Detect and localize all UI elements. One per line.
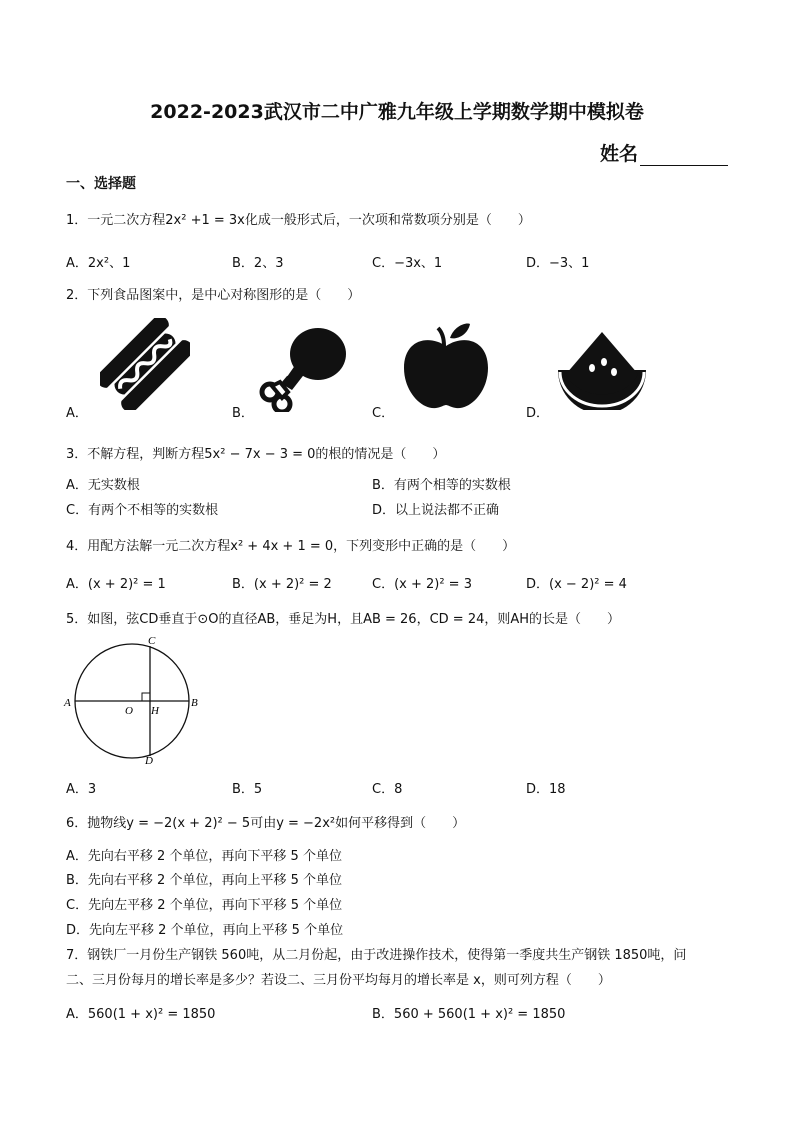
q7-stem-line1: 7．钢铁厂一月份生产钢铁 560吨，从二月份起，由于改进操作技术，使得第一季度共生产钢铁 1850吨，问 — [66, 948, 687, 963]
name-label: 姓名 — [600, 143, 639, 165]
q5-stem: 5．如图，弦CD垂直于⊙O的直径AB，垂足为H，且AB = 26，CD = 24，则AH的长是（ ） — [66, 612, 621, 627]
q2-option-a[interactable]: A． — [66, 406, 88, 421]
circle-diagram — [62, 632, 202, 768]
point-o-label: O — [125, 705, 133, 717]
point-a-label: A — [64, 697, 71, 709]
q6-option-a[interactable]: A．先向右平移 2 个单位，再向下平移 5 个单位 — [66, 849, 342, 864]
q2-option-c[interactable]: C． — [372, 406, 395, 421]
q4-option-b[interactable]: B．(x + 2)² = 2 — [232, 577, 332, 592]
q2-stem: 2．下列食品图案中，是中心对称图形的是（ ） — [66, 288, 361, 303]
apple-icon — [398, 320, 494, 412]
name-blank[interactable] — [640, 147, 728, 166]
point-h-label: H — [151, 705, 159, 717]
q3-option-a[interactable]: A．无实数根 — [66, 478, 140, 493]
q1-option-a[interactable]: A．2x²、1 — [66, 256, 131, 271]
q3-option-c[interactable]: C．有两个不相等的实数根 — [66, 503, 219, 518]
q1-option-b[interactable]: B．2、3 — [232, 256, 284, 271]
q3-option-b[interactable]: B．有两个相等的实数根 — [372, 478, 511, 493]
q4-option-c[interactable]: C．(x + 2)² = 3 — [372, 577, 472, 592]
q6-option-c[interactable]: C．先向左平移 2 个单位，再向下平移 5 个单位 — [66, 898, 343, 913]
q4-option-a[interactable]: A．(x + 2)² = 1 — [66, 577, 166, 592]
page-title: 2022-2023武汉市二中广雅九年级上学期数学期中模拟卷 — [150, 101, 644, 123]
name-field — [600, 139, 728, 166]
q3-option-d[interactable]: D．以上说法都不正确 — [372, 503, 500, 518]
q4-option-d[interactable]: D．(x − 2)² = 4 — [526, 577, 627, 592]
q5-option-c[interactable]: C．8 — [372, 782, 403, 797]
q3-stem: 3．不解方程，判断方程5x² − 7x − 3 = 0的根的情况是（ ） — [66, 447, 446, 462]
q7-option-b[interactable]: B．560 + 560(1 + x)² = 1850 — [372, 1007, 566, 1022]
q4-stem: 4．用配方法解一元二次方程x² + 4x + 1 = 0，下列变形中正确的是（ ） — [66, 539, 516, 554]
q7-option-a[interactable]: A．560(1 + x)² = 1850 — [66, 1007, 216, 1022]
q1-option-d[interactable]: D．−3、1 — [526, 256, 590, 271]
q1-stem: 1．一元二次方程2x² +1 = 3x化成一般形式后，一次项和常数项分别是（ ） — [66, 213, 531, 228]
q5-option-b[interactable]: B．5 — [232, 782, 263, 797]
point-b-label: B — [191, 697, 198, 709]
q7-stem-line2: 二、三月份每月的增长率是多少？若设二、三月份平均每月的增长率是 x，则可列方程（ ） — [66, 973, 611, 988]
point-d-label: D — [145, 755, 153, 767]
hotdog-icon — [100, 318, 190, 410]
q6-option-d[interactable]: D．先向左平移 2 个单位，再向上平移 5 个单位 — [66, 923, 344, 938]
chicken-leg-icon — [258, 322, 350, 412]
q5-option-a[interactable]: A．3 — [66, 782, 97, 797]
section-heading: 一、选择题 — [66, 176, 136, 192]
q6-option-b[interactable]: B．先向右平移 2 个单位，再向上平移 5 个单位 — [66, 873, 342, 888]
point-c-label: C — [148, 635, 156, 647]
q6-stem: 6．抛物线y = −2(x + 2)² − 5可由y = −2x²如何平移得到（ ） — [66, 816, 466, 831]
watermelon-icon — [552, 322, 652, 410]
q1-option-c[interactable]: C．−3x、1 — [372, 256, 443, 271]
q2-option-b[interactable]: B． — [232, 406, 254, 421]
q2-option-d[interactable]: D． — [526, 406, 550, 421]
q5-option-d[interactable]: D．18 — [526, 782, 566, 797]
